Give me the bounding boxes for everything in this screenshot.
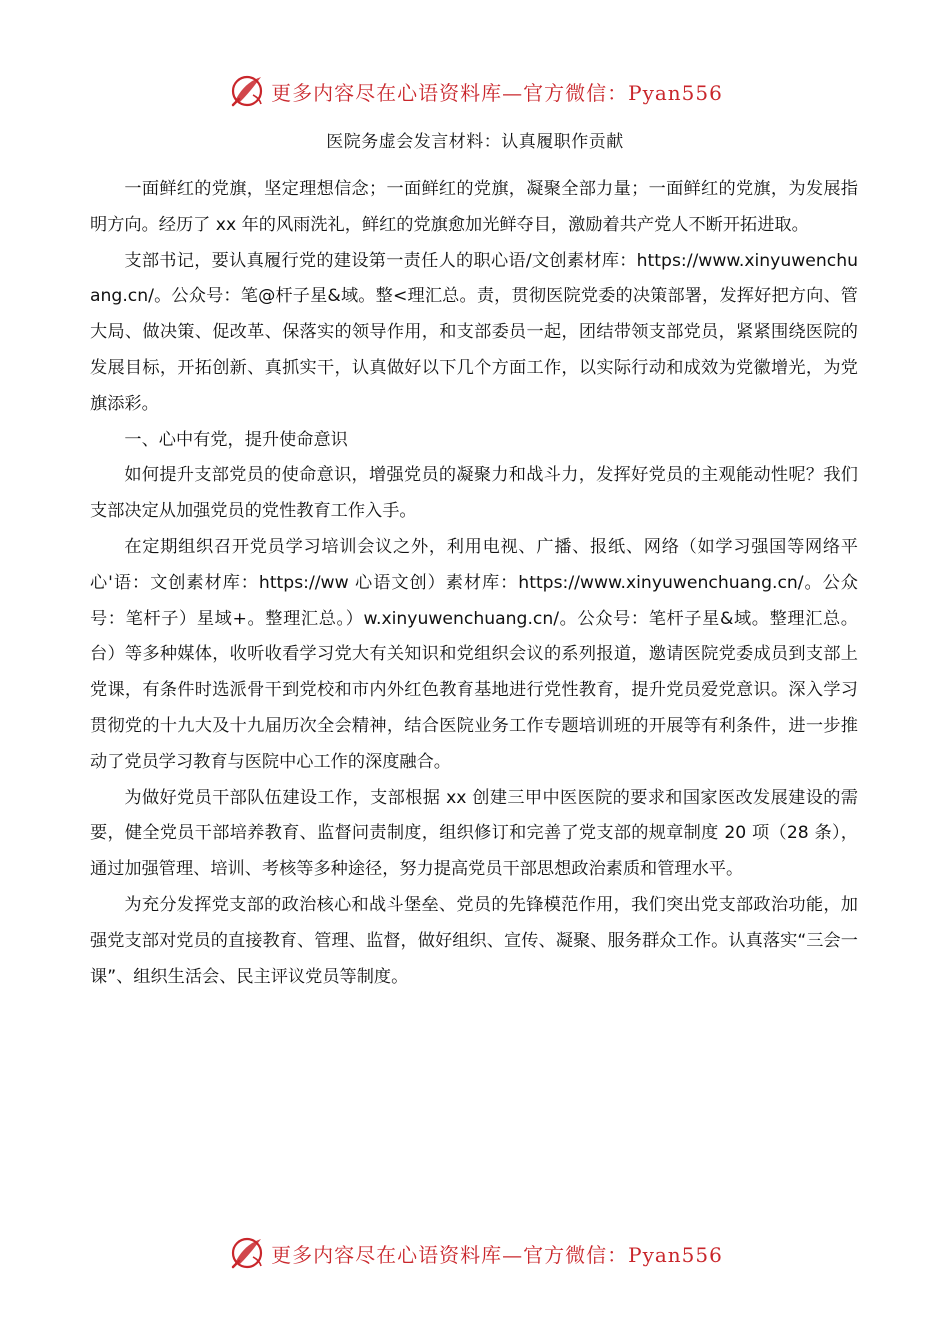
watermark-text: 更多内容尽在心语资料库—官方微信：Pyan556: [271, 80, 723, 105]
watermark-banner-top: [0, 68, 950, 114]
document-body: [90, 172, 858, 995]
paragraph: 在定期组织召开党员学习培训会议之外，利用电视、广播、报纸、网络（如学习强国等网络平心'语：文创素材库：https://ww 心语文创）素材库：https://www.xinyuwenchuang.cn/。公众号：笔杆子）星域+。整理汇总。）w.xinyuwenchuang.cn/。公众号：笔杆子星&域。整理汇总。台）等多种媒体，收听收看学习党大有关知识和党组织会议的系列报道，邀请医院党委成员到支部上党课，有条件时选派骨干到党校和市内外红色教育基地进行党性教育，提升党员爱党意识。深入学习贯彻党的十九大及十九届历次全会精神，结合医院业务工作专题培训班的开展等有利条件，进一步推动了党员学习教育与医院中心工作的深度融合。: [90, 536, 858, 772]
document-title: 医院务虚会发言材料：认真履职作贡献: [326, 132, 624, 152]
paragraph: 为充分发挥党支部的政治核心和战斗堡垒、党员的先锋模范作用，我们突出党支部政治功能，加强党支部对党员的直接教育、管理、监督，做好组织、宣传、凝聚、服务群众工作。认真落实“三会一课”、组织生活会、民主评议党员等制度。: [90, 894, 858, 987]
paragraph: 一面鲜红的党旗，坚定理想信念；一面鲜红的党旗，凝聚全部力量；一面鲜红的党旗，为发展指明方向。经历了 xx 年的风雨洗礼，鲜红的党旗愈加光鲜夺目，激励着共产党人不断开拓进取。: [90, 179, 858, 235]
pen-nib-logo-icon: [227, 71, 267, 111]
paragraph: 如何提升支部党员的使命意识，增强党员的凝聚力和战斗力，发挥好党员的主观能动性呢？我们支部决定从加强党员的党性教育工作入手。: [90, 465, 858, 522]
watermark-text: 更多内容尽在心语资料库—官方微信：Pyan556: [271, 1242, 723, 1267]
pen-nib-logo-icon: [227, 1233, 267, 1273]
paragraph: 为做好党员干部队伍建设工作，支部根据 xx 创建三甲中医医院的要求和国家医改发展建设的需要，健全党员干部培养教育、监督问责制度，组织修订和完善了党支部的规章制度 20 项（28 条），通过加强管理、培训、考核等多种途径，努力提高党员干部思想政治素质和管理水平。: [90, 787, 858, 880]
section-heading: 一、心中有党，提升使命意识: [124, 429, 348, 450]
watermark-banner-bottom: [0, 1230, 950, 1276]
paragraph: 支部书记，要认真履行党的建设第一责任人的职心语/文创素材库：https://www.xinyuwenchuang.cn/。公众号：笔@杆子星&域。整<理汇总。责，贯彻医院党委的决策部署，发挥好把方向、管大局、做决策、促改革、保落实的领导作用，和支部委员一起，团结带领支部党员，紧紧围绕医院的发展目标，开拓创新、真抓实干，认真做好以下几个方面工作，以实际行动和成效为党徽增光，为党旗添彩。: [90, 250, 858, 414]
